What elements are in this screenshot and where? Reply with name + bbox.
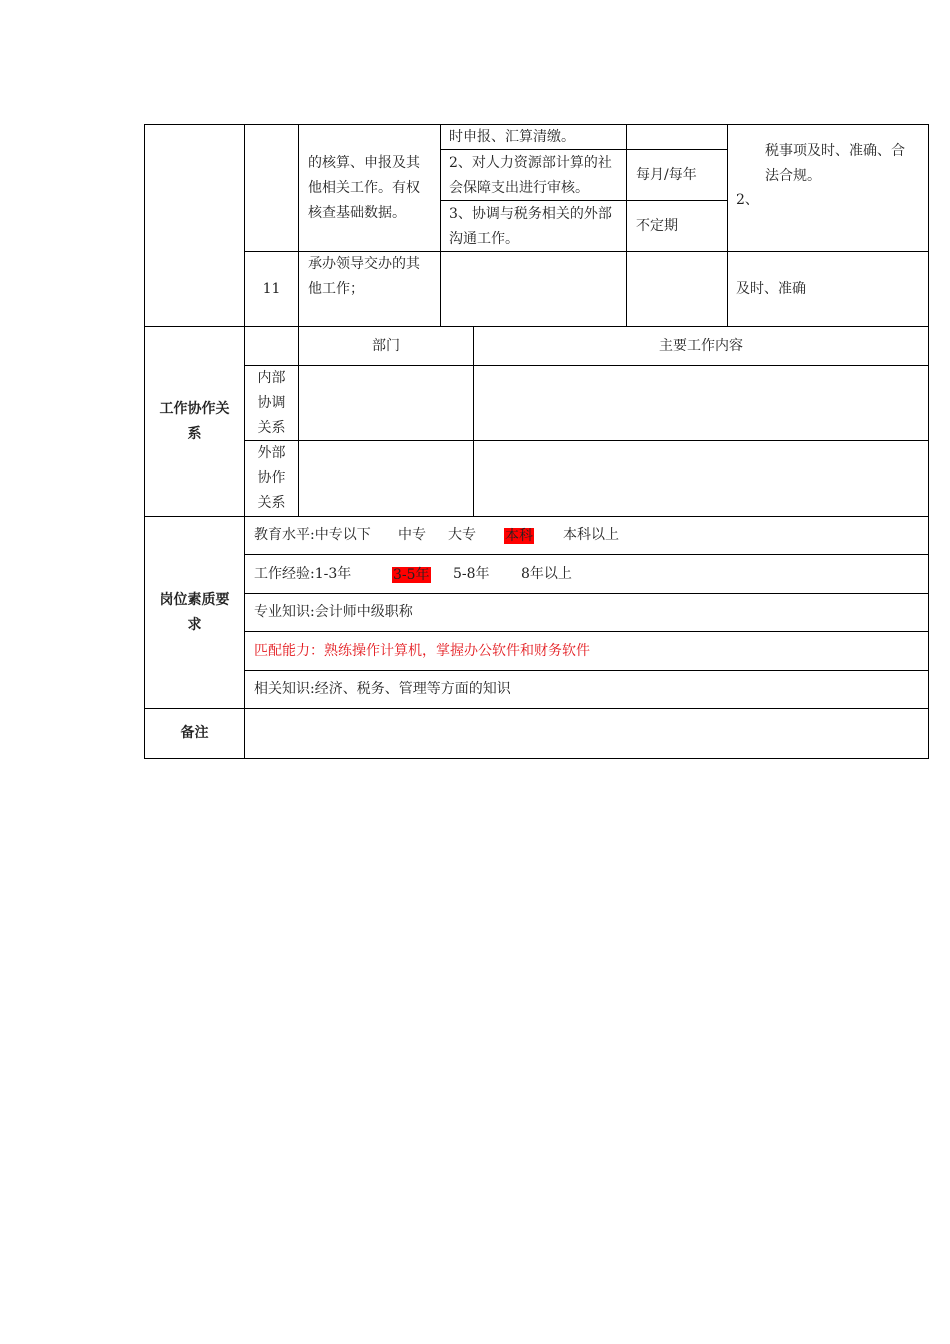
table-right-border bbox=[928, 124, 929, 759]
quality-title-line: 求 bbox=[187, 617, 202, 633]
divider bbox=[244, 365, 929, 366]
divider bbox=[727, 124, 728, 327]
education-option-selected: 本科 bbox=[505, 528, 533, 544]
divider bbox=[144, 708, 929, 709]
collab-title-line: 系 bbox=[187, 426, 202, 442]
duty-standard-line: 税事项及时、准确、合 bbox=[765, 143, 905, 159]
duty-item-2-line: 2、对人力资源部计算的社 bbox=[449, 155, 612, 171]
matching-ability: 匹配能力：熟练操作计算机，掌握办公软件和财务软件 bbox=[254, 643, 590, 659]
external-label-line: 外部 bbox=[257, 445, 286, 461]
external-label-line: 关系 bbox=[257, 495, 286, 511]
collab-title-line: 工作协作关 bbox=[159, 401, 230, 417]
duty-number: 11 bbox=[262, 281, 281, 297]
duty-standard-number: 2、 bbox=[736, 192, 759, 208]
divider bbox=[244, 631, 929, 632]
duty-description-line: 他工作； bbox=[308, 281, 364, 297]
divider bbox=[244, 593, 929, 594]
external-label-line: 协作 bbox=[257, 470, 286, 486]
education-option: 大专 bbox=[448, 527, 476, 543]
duty-item-2-line: 会保障支出进行审核。 bbox=[449, 180, 589, 196]
remark-title: 备注 bbox=[180, 725, 209, 741]
divider bbox=[144, 326, 929, 327]
quality-title-line: 岗位素质要 bbox=[159, 592, 230, 608]
collab-header-dept: 部门 bbox=[372, 338, 400, 354]
internal-label-line: 协调 bbox=[257, 395, 286, 411]
duty-description-line: 的核算、申报及其 bbox=[308, 155, 420, 171]
education-option: 本科以上 bbox=[563, 527, 619, 543]
duty-standard: 及时、准确 bbox=[736, 281, 806, 297]
internal-label-line: 内部 bbox=[257, 370, 286, 386]
experience-option: 5-8年 bbox=[453, 566, 490, 582]
professional-knowledge: 专业知识:会计师中级职称 bbox=[254, 604, 413, 620]
collab-header-content: 主要工作内容 bbox=[659, 338, 743, 354]
education-label: 教育水平:中专以下 bbox=[254, 527, 371, 543]
experience-option: 8年以上 bbox=[521, 566, 572, 582]
divider bbox=[244, 440, 929, 441]
duty-standard-line: 法合规。 bbox=[765, 168, 821, 184]
internal-label-line: 关系 bbox=[257, 420, 286, 436]
experience-option-selected: 3-5年 bbox=[393, 567, 430, 583]
divider bbox=[298, 124, 299, 327]
duty-item-continuation: 时申报、汇算清缴。 bbox=[449, 129, 575, 145]
divider bbox=[440, 124, 441, 327]
duty-description-line: 承办领导交办的其 bbox=[308, 256, 420, 272]
duty-description-line: 他相关工作。有权 bbox=[308, 180, 420, 196]
divider bbox=[626, 124, 627, 327]
divider bbox=[244, 670, 929, 671]
divider bbox=[144, 516, 929, 517]
related-knowledge: 相关知识:经济、税务、管理等方面的知识 bbox=[254, 681, 511, 697]
duty-frequency: 每月/每年 bbox=[636, 167, 697, 183]
experience-label: 工作经验:1-3年 bbox=[254, 566, 352, 582]
duty-item-3-line: 3、协调与税务相关的外部 bbox=[449, 206, 612, 222]
duty-item-3-line: 沟通工作。 bbox=[449, 231, 519, 247]
education-option: 中专 bbox=[398, 527, 426, 543]
table-bottom-border bbox=[144, 758, 929, 759]
duty-frequency: 不定期 bbox=[636, 218, 678, 234]
divider bbox=[244, 554, 929, 555]
duty-description-line: 核查基础数据。 bbox=[308, 205, 406, 221]
